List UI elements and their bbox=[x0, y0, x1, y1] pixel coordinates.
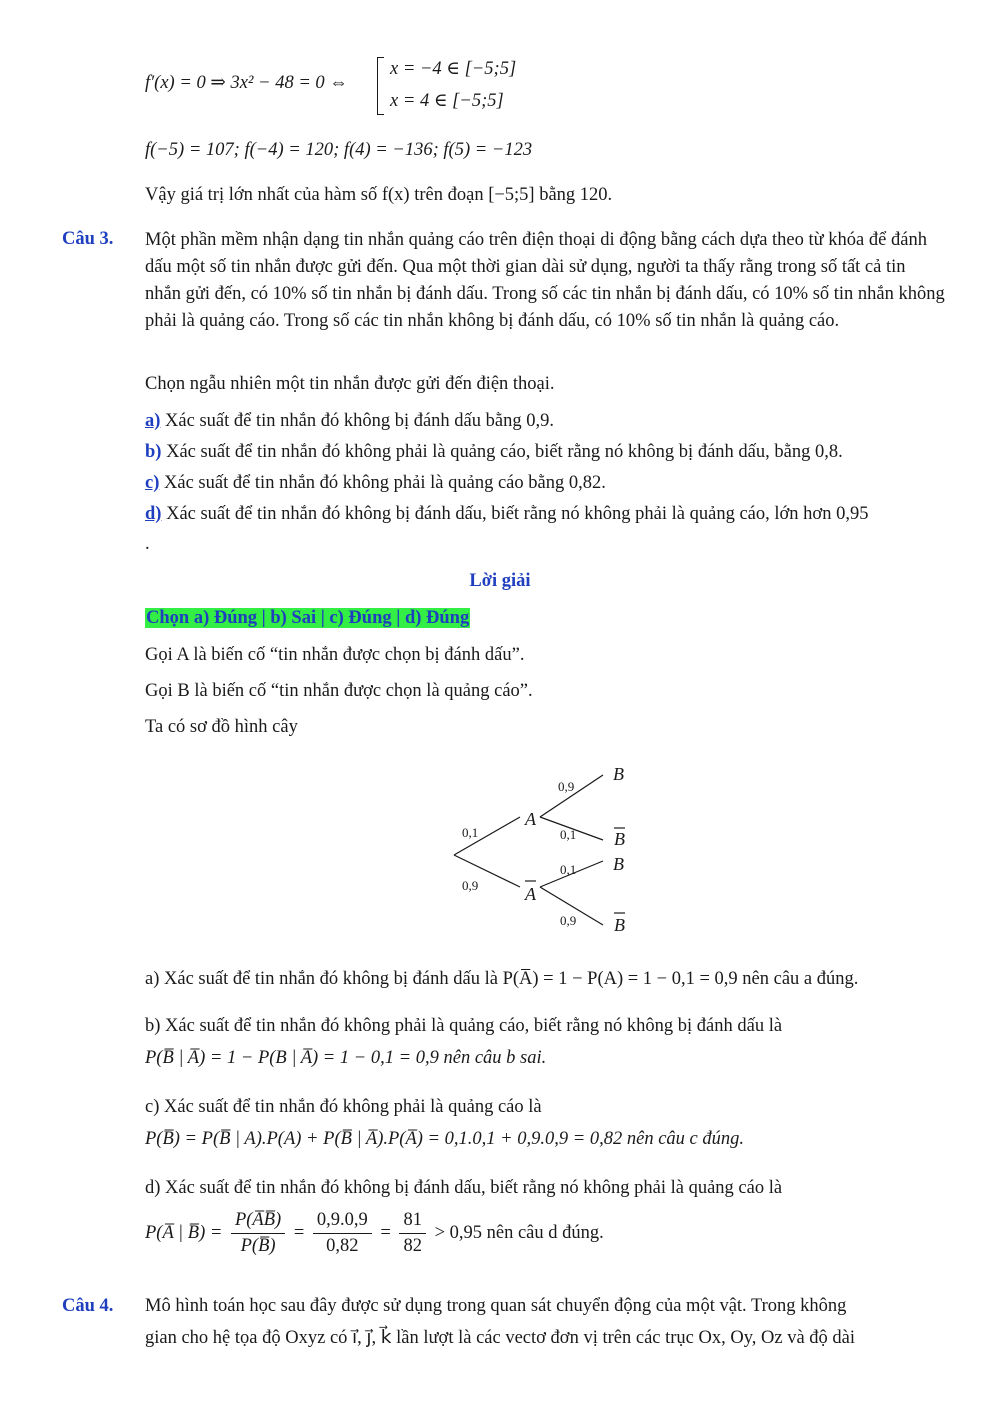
solution-a: a) Xác suất để tin nhắn đó không bị đánh dấu là P(A̅) = 1 − P(A) = 1 − 0,1 = 0,9 nên câu a đúng. bbox=[145, 969, 859, 989]
node-notA: A bbox=[525, 884, 536, 904]
definition-a: Gọi A là biến cố “tin nhắn được chọn bị đánh dấu”. bbox=[145, 645, 525, 665]
prob-B-given-notA: 0,1 bbox=[560, 862, 577, 877]
statement-a: a) Xác suất để tin nhắn đó không bị đánh dấu bằng 0,9. bbox=[145, 411, 554, 431]
question-3-intro: Một phần mềm nhận dạng tin nhắn quảng cáo trên điện thoại di động bằng cách dựa theo từ khóa để đánh dấu một số tin nhắn được gửi đến. Qua một thời gian dài sử dụng, người ta thấy rằng trong số tất cả tin nhắn gửi đến, có 10% số tin nhắn bị đánh dấu. Trong số các tin nhắn bị đánh dấu, có 10% số tin nhắn không phải là quảng cáo. Trong số các tin nhắn không bị đánh dấu, có 10% số tin nhắn là quảng cáo. bbox=[145, 230, 945, 331]
statement-b: b) Xác suất để tin nhắn đó không phải là quảng cáo, biết rằng nó không bị đánh dấu, bằng 0,8. bbox=[145, 442, 843, 462]
node-notB2: B bbox=[614, 915, 625, 935]
probability-tree bbox=[440, 755, 660, 940]
question-4-label: Câu 4. bbox=[62, 1296, 114, 1316]
solution-d-line1: d) Xác suất để tin nhắn đó không bị đánh dấu, biết rằng nó không phải là quảng cáo là bbox=[145, 1178, 783, 1198]
prob-A: 0,1 bbox=[462, 825, 479, 840]
prob-notB-given-notA: 0,9 bbox=[560, 913, 577, 928]
case-bracket bbox=[377, 57, 384, 115]
case-2: x = 4 ∈ [−5;5] bbox=[390, 91, 504, 111]
max-conclusion: Vậy giá trị lớn nhất của hàm số f(x) trên đoạn [−5;5] bằng 120. bbox=[145, 185, 613, 205]
fraction-2: $\frac{0,9.0,9}{0,82}$ bbox=[313, 1210, 372, 1257]
solution-b-line1: b) Xác suất để tin nhắn đó không phải là quảng cáo, biết rằng nó không bị đánh dấu là bbox=[145, 1016, 783, 1036]
fraction-3: $\frac{81}{82}$ bbox=[399, 1210, 426, 1257]
tree-intro: Ta có sơ đồ hình cây bbox=[145, 717, 298, 737]
node-B2: B bbox=[613, 854, 624, 874]
prob-B-given-A: 0,9 bbox=[558, 779, 575, 794]
question-4-line2: gian cho hệ tọa độ Oxyz có i⃗, j⃗, k⃗ lần lượt là các vectơ đơn vị trên các trục Ox, Oy, Oz và độ dài bbox=[145, 1328, 856, 1348]
node-notB1: B bbox=[614, 829, 625, 849]
prob-notA: 0,9 bbox=[462, 878, 479, 893]
statement-c: c) Xác suất để tin nhắn đó không phải là quảng cáo bằng 0,82. bbox=[145, 473, 606, 493]
question-3-label: Câu 3. bbox=[62, 229, 114, 249]
solution-d-formula: P(A̅ | B̅) = $\frac{P(A̅B̅)}{P(B̅)}$ = $\frac{0,9.0,9}{0,82}$ = $\frac{81}{82}$ > 0,95 nên câu d đúng. bbox=[145, 1210, 604, 1256]
definition-b: Gọi B là biến cố “tin nhắn được chọn là quảng cáo”. bbox=[145, 681, 533, 701]
solution-title: Lời giải bbox=[469, 571, 531, 591]
question-4-line1: Mô hình toán học sau đây được sử dụng trong quan sát chuyển động của một vật. Trong không bbox=[145, 1296, 847, 1316]
node-A: A bbox=[525, 809, 536, 829]
solution-b-line2: P(B̅ | A̅) = 1 − P(B | A̅) = 1 − 0,1 = 0,9 nên câu b sai. bbox=[145, 1048, 547, 1068]
case-1: x = −4 ∈ [−5;5] bbox=[390, 59, 517, 79]
prob-notB-given-A: 0,1 bbox=[560, 827, 577, 842]
statement-d: d) Xác suất để tin nhắn đó không bị đánh dấu, biết rằng nó không phải là quảng cáo, lớn hơn 0,95 bbox=[145, 504, 869, 524]
node-B1: B bbox=[613, 764, 624, 784]
solution-c-line1: c) Xác suất để tin nhắn đó không phải là quảng cáo là bbox=[145, 1097, 542, 1117]
fraction-1: $\frac{P(A̅B̅)}{P(B̅)}$ bbox=[231, 1210, 285, 1257]
function-values: f(−5) = 107; f(−4) = 120; f(4) = −136; f(5) = −123 bbox=[145, 140, 533, 160]
solution-c-line2: P(B̅) = P(B̅ | A).P(A) + P(B̅ | A̅).P(A̅) = 0,1.0,1 + 0,9.0,9 = 0,82 nên câu c đúng. bbox=[145, 1129, 745, 1149]
derivative-equation: f′(x) = 0 ⇒ 3x² − 48 = 0 ⇔ bbox=[145, 73, 348, 93]
statement-d-tail: . bbox=[145, 534, 150, 554]
answer-key: Chọn a) Đúng | b) Sai | c) Đúng | d) Đúng bbox=[146, 608, 470, 628]
question-3-choose: Chọn ngẫu nhiên một tin nhắn được gửi đến điện thoại. bbox=[145, 374, 555, 394]
